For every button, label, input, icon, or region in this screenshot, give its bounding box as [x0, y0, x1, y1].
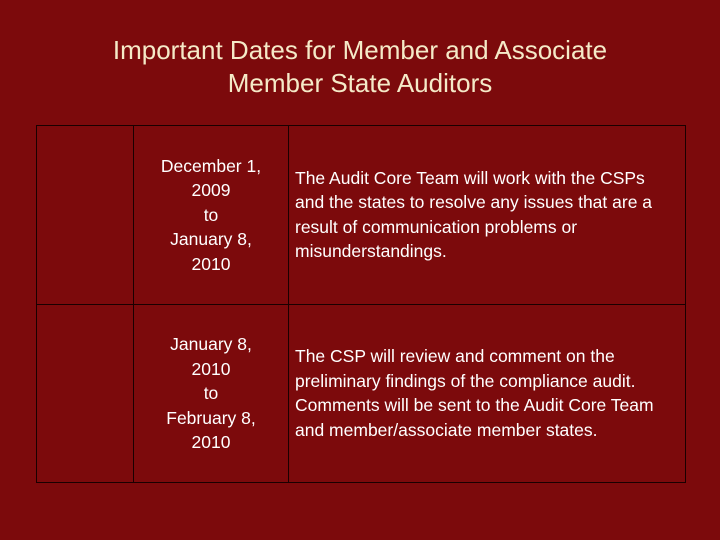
important-dates-table	[36, 125, 686, 483]
date-line: 2010	[191, 432, 231, 452]
date-line: December 1,	[160, 155, 262, 176]
description-cell: The Audit Core Team will work with the CSPs and the states to resolve any issues that are a result of communication problems or misunderstandings.	[289, 126, 686, 305]
date-line: to	[203, 204, 219, 225]
date-range-cell	[134, 304, 289, 483]
date-range-cell	[134, 126, 289, 305]
date-line: January 8,	[170, 334, 252, 354]
date-line: to	[203, 383, 219, 403]
table-row	[37, 304, 686, 483]
slide-title	[40, 34, 680, 100]
table-row	[37, 126, 686, 305]
empty-cell	[37, 304, 134, 483]
date-line: January 8,	[170, 229, 252, 249]
slide-title-line-1: Important Dates for Member and Associate	[112, 35, 608, 65]
date-line: 2010	[191, 253, 231, 274]
slide-title-line-2: Member State Auditors	[227, 68, 493, 98]
date-line: 2009	[191, 180, 231, 200]
date-line: February 8,	[166, 407, 256, 428]
empty-cell	[37, 126, 134, 305]
date-line: 2010	[191, 358, 231, 379]
description-cell: The CSP will review and comment on the preliminary findings of the compliance audit. Comments will be sent to the Audit Core Team and member/associate member states.	[289, 304, 686, 483]
